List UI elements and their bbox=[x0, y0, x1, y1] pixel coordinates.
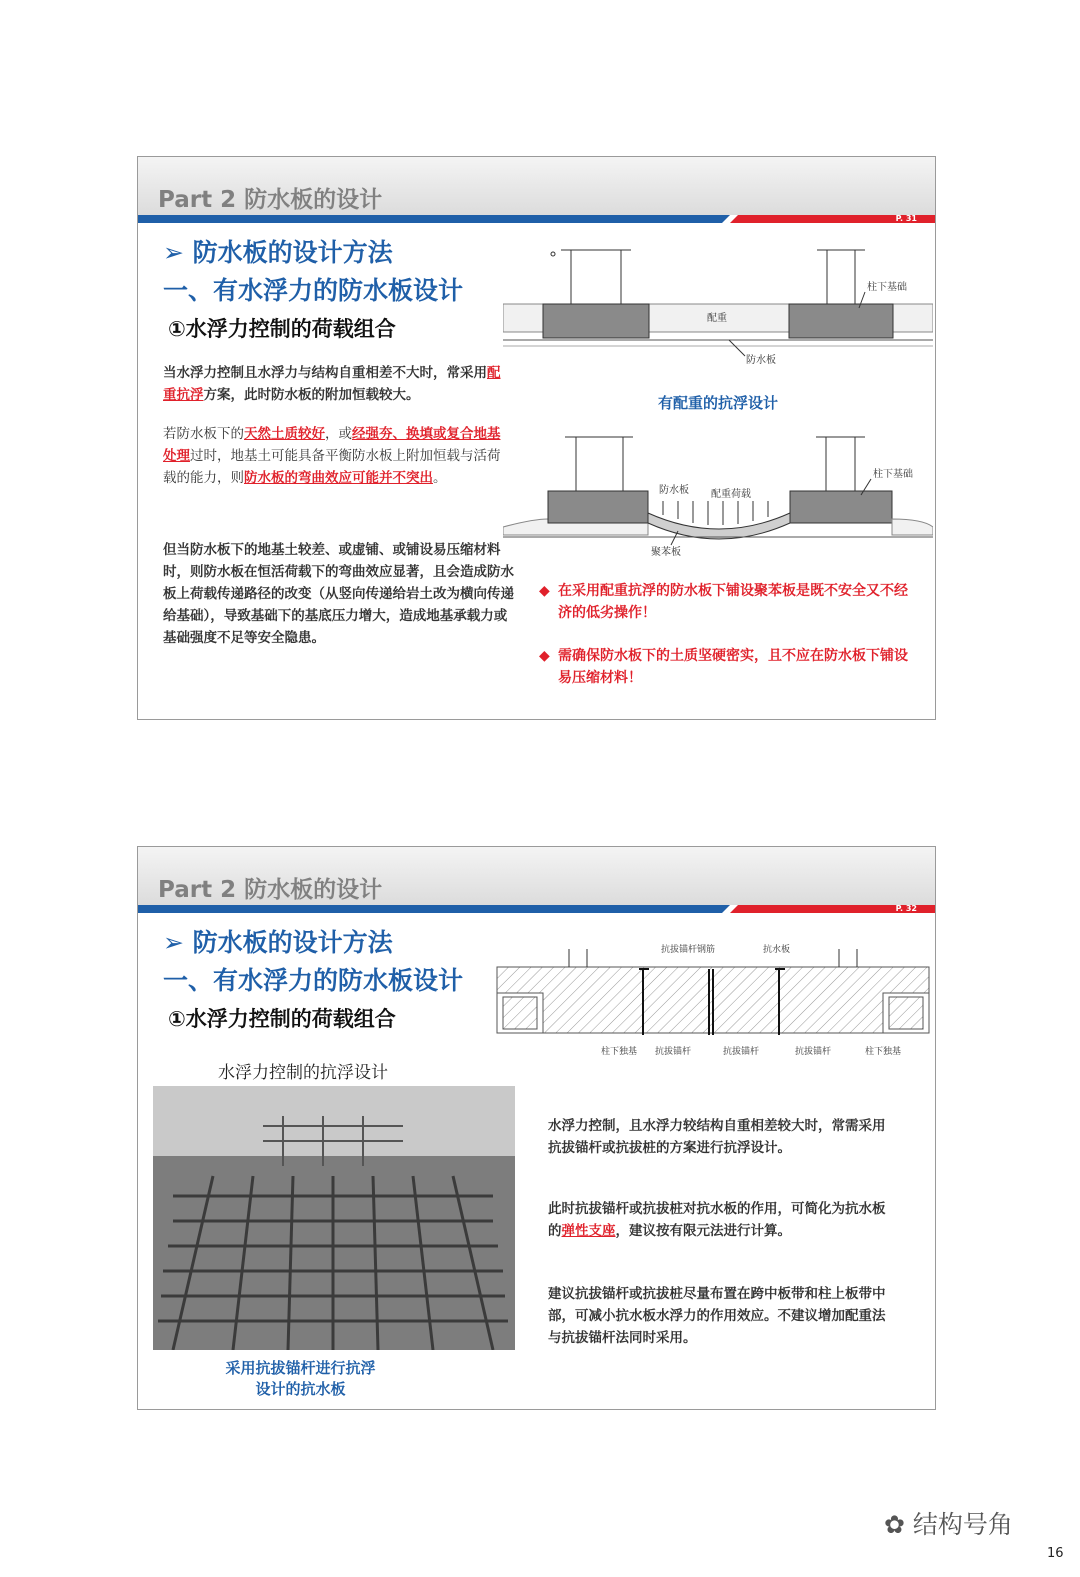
label-weight: 配重 bbox=[707, 313, 727, 324]
slide-header-title: Part 2 防水板的设计 bbox=[158, 877, 383, 903]
label-foam: 聚苯板 bbox=[651, 547, 681, 558]
foam-board-diagram bbox=[503, 427, 933, 562]
page-number: 16 bbox=[1047, 1546, 1064, 1561]
label-plate: 防水板 bbox=[746, 355, 776, 366]
label-anchor-3: 抗拔锚杆 bbox=[795, 1047, 832, 1057]
subsection-heading: 一、有水浮力的防水板设计 bbox=[163, 276, 464, 305]
label-plate: 抗水板 bbox=[763, 945, 791, 955]
paragraph-1: 水浮力控制，且水浮力较结构自重相差较大时，常需采用抗拔锚杆或抗拔桩的方案进行抗浮设计。 bbox=[548, 1118, 886, 1156]
label-foundation: 柱下基础 bbox=[873, 469, 913, 480]
section-heading: ➢ 防水板的设计方法 bbox=[163, 928, 393, 957]
slide-header bbox=[138, 847, 935, 905]
label-anchor-2: 抗拔锚杆 bbox=[723, 1047, 760, 1057]
label-anchor-1: 抗拔锚杆 bbox=[655, 1047, 692, 1057]
paragraph-1: 当水浮力控制且水浮力与结构自重相差不大时，常采用配重抗浮方案，此时防水板的附加恒载较大。 bbox=[163, 365, 501, 403]
label-foundation: 柱下基础 bbox=[867, 282, 907, 293]
label-found-left: 柱下独基 bbox=[601, 1047, 638, 1057]
slide-32 bbox=[137, 846, 936, 1410]
photo-title: 水浮力控制的抗浮设计 bbox=[218, 1063, 388, 1083]
watermark: ✿ 结构号角 bbox=[884, 1510, 1013, 1539]
warning-bullet-2: ◆ 需确保防水板下的土质坚硬密实，且不应在防水板下铺设易压缩材料！ bbox=[539, 648, 908, 686]
paragraph-2: 此时抗拔锚杆或抗拔桩对抗水板的作用，可简化为抗水板的弹性支座，建议按有限元法进行计算。 bbox=[548, 1201, 886, 1239]
label-plate: 防水板 bbox=[659, 485, 689, 496]
counterweight-diagram bbox=[503, 242, 933, 372]
header-color-band bbox=[138, 905, 935, 913]
topic-heading: ①水浮力控制的荷载组合 bbox=[168, 1007, 396, 1031]
warning-bullet-1: ◆ 在采用配重抗浮的防水板下铺设聚苯板是既不安全又不经济的低劣操作！ bbox=[539, 583, 908, 621]
paragraph-3: 建议抗拔锚杆或抗拔桩尽量布置在跨中板带和柱上板带中部，可减小抗水板水浮力的作用效应。不建议增加配重法与抗拔锚杆法同时采用。 bbox=[548, 1286, 886, 1346]
label-load: 配重荷载 bbox=[711, 489, 751, 500]
paragraph-2: 若防水板下的天然土质较好，或经强夯、换填或复合地基处理过时，地基土可能具备平衡防水板上附加恒载与活荷载的能力，则防水板的弯曲效应可能并不突出。 bbox=[163, 426, 501, 486]
subsection-heading: 一、有水浮力的防水板设计 bbox=[163, 966, 464, 995]
photo-caption: 采用抗拔锚杆进行抗浮 设计的抗水板 bbox=[225, 1359, 376, 1398]
rebar-cage-photo bbox=[153, 1086, 515, 1350]
slide-header bbox=[138, 157, 935, 215]
anchor-rod-diagram bbox=[493, 937, 933, 1062]
section-heading: ➢ 防水板的设计方法 bbox=[163, 238, 393, 267]
paragraph-3: 但当防水板下的地基土较差、或虚铺、或铺设易压缩材料时，则防水板在恒活荷载下的弯曲效应显著，且会造成防水板上荷载传递路径的改变（从竖向传递给岩土改为横向传递给基础），导致基础下的基底压力增大，造成地基承载力或基础强度不足等安全隐患。 bbox=[163, 542, 514, 646]
slide-header-title: Part 2 防水板的设计 bbox=[158, 187, 383, 213]
topic-heading: ①水浮力控制的荷载组合 bbox=[168, 317, 396, 341]
wechat-icon: ✿ bbox=[884, 1510, 913, 1539]
label-found-right: 柱下独基 bbox=[865, 1047, 902, 1057]
diagram-caption: 有配重的抗浮设计 bbox=[657, 394, 778, 412]
page-label: P. 31 bbox=[895, 214, 917, 223]
page-label: P. 32 bbox=[895, 904, 917, 913]
label-rebar: 抗拔锚杆钢筋 bbox=[661, 945, 716, 955]
header-color-band bbox=[138, 215, 935, 223]
slide-31 bbox=[137, 156, 936, 720]
